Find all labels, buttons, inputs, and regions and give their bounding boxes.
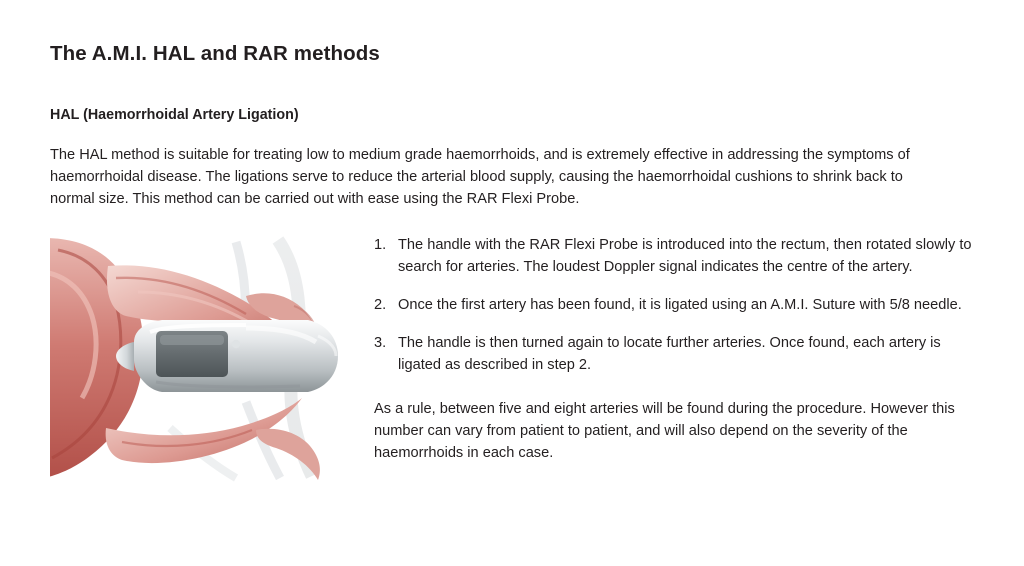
section-subtitle: HAL (Haemorrhoidal Artery Ligation) xyxy=(50,106,299,123)
steps-column xyxy=(371,232,976,464)
list-item: The handle with the RAR Flexi Probe is introduced into the rectum, then rotated slowly to search for arteries. The loudest Doppler signal indicates the centre of the artery. xyxy=(398,237,972,276)
list-item: Once the first artery has been found, it is ligated using an A.M.I. Suture with 5/8 needle. xyxy=(398,297,962,314)
anatomy-illustration xyxy=(50,232,344,482)
intro-paragraph: The HAL method is suitable for treating low to medium grade haemorrhoids, and is extremely effective in addressing the symptoms of haemorrhoidal disease. The ligations serve to reduce the arterial blood supply, causing the haemorrhoidal cushions to shrink back to normal size. This method can be carried out with ease using the RAR Flexi Probe. xyxy=(50,146,910,208)
closing-paragraph: As a rule, between five and eight arteries will be found during the procedure. However this number can vary from patient to patient, and will also depend on the severity of the haemorrhoids in each case. xyxy=(374,401,955,462)
list-item: The handle is then turned again to locate further arteries. Once found, each artery is ligated as described in step 2. xyxy=(398,335,941,374)
procedure-step-list xyxy=(371,234,976,376)
content-columns xyxy=(50,232,976,482)
page-title: The A.M.I. HAL and RAR methods xyxy=(50,42,380,65)
anatomy-illustration-graphic xyxy=(50,232,344,482)
